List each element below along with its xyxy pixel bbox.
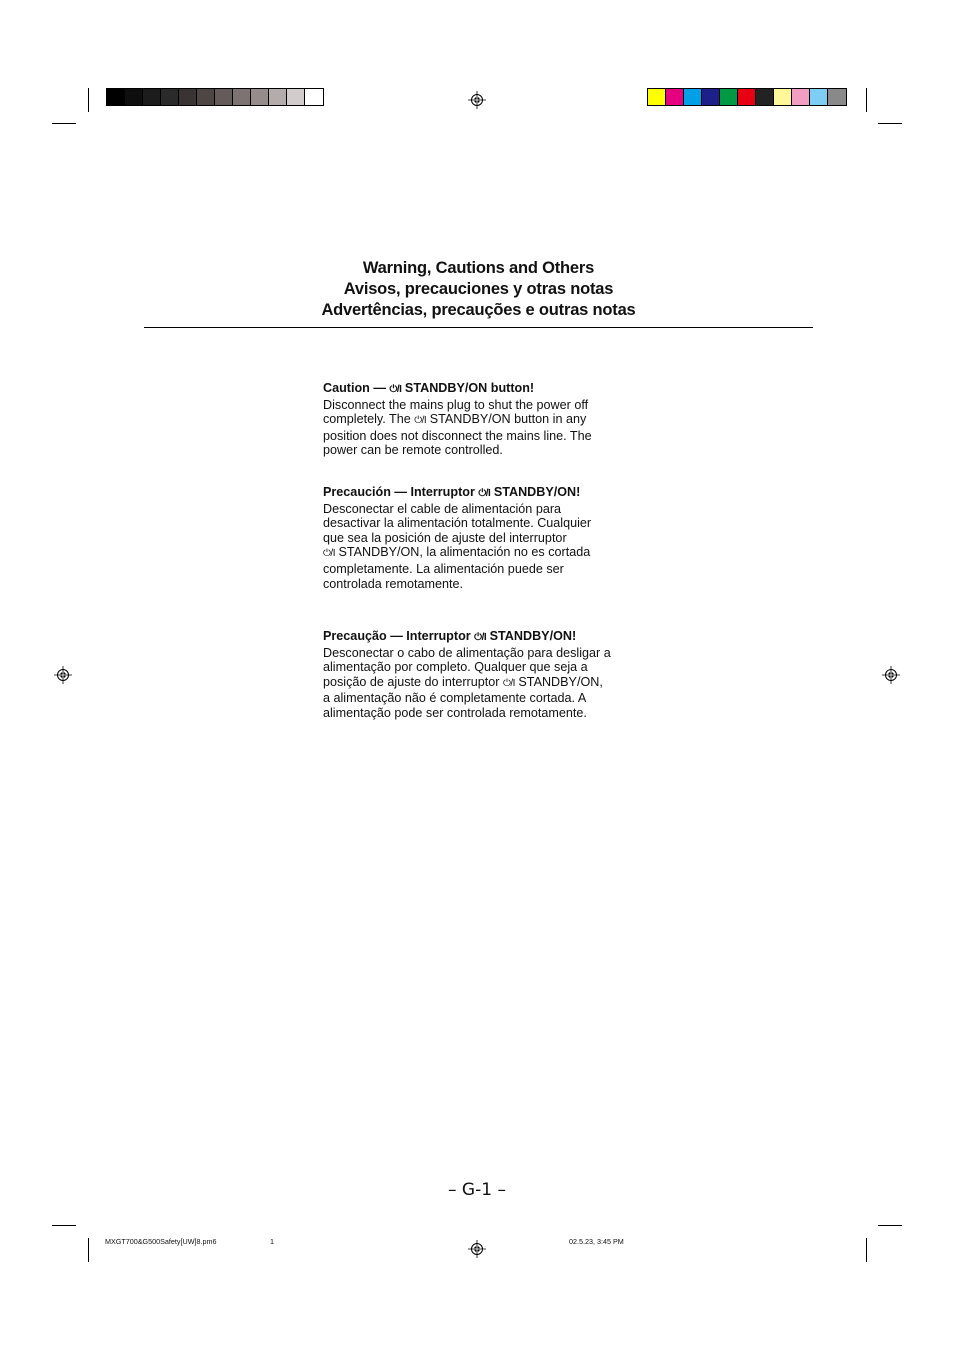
color-swatch [792,89,810,105]
caution-portuguese-line: posição de ajuste do interruptor ⏻/I STANDBY/ON, [323,674,603,689]
footer-page: 1 [270,1237,274,1246]
color-calibration-strip [647,88,847,106]
caution-spanish-heading: Precaución — Interruptor ⏻/I STANDBY/ON! [323,485,581,499]
color-swatch [179,89,197,105]
caution-spanish-line: controlada remotamente. [323,576,464,591]
title-divider [144,327,813,328]
crop-mark [88,88,89,112]
page-title-block [144,258,813,321]
color-swatch [107,89,125,105]
caution-portuguese-line: alimentação pode ser controlada remotamente. [323,705,587,720]
caution-spanish-line: Desconectar el cable de alimentación para [323,501,562,516]
caution-portuguese [323,629,633,721]
standby-on-icon: ⏻/I [389,384,402,395]
caution-english-line: completely. The ⏻/I STANDBY/ON button in any [323,412,587,427]
color-swatch [774,89,792,105]
footer-filename: MXGT700&G500Safety[UW]8.pm6 [105,1237,217,1246]
registration-mark-icon [468,1240,486,1258]
registration-mark-icon [468,91,486,109]
color-swatch [269,89,287,105]
crop-mark [866,88,867,112]
grayscale-calibration-strip [106,88,324,106]
caution-portuguese-heading: Precaução — Interruptor ⏻/I STANDBY/ON! [323,629,577,643]
caution-english [323,381,633,458]
color-swatch [143,89,161,105]
caution-portuguese-line: alimentação por completo. Qualquer que seja a [323,660,588,675]
color-swatch [161,89,179,105]
page-number: – G-1 – [448,1180,506,1200]
color-swatch [125,89,143,105]
caution-spanish-line: desactivar la alimentación totalmente. Cualquier [323,516,592,531]
title-english: Warning, Cautions and Others [362,259,595,277]
color-swatch [305,89,323,105]
color-swatch [828,89,846,105]
registration-mark-icon [54,666,72,684]
caution-spanish [323,485,633,591]
caution-spanish-line: completamente. La alimentación puede ser [323,561,564,576]
standby-on-icon: ⏻/I [414,415,427,427]
standby-on-icon: ⏻/I [474,632,487,643]
color-swatch [756,89,774,105]
crop-mark [878,1225,902,1226]
crop-mark [52,1225,76,1226]
color-swatch [810,89,828,105]
registration-mark-icon [882,666,900,684]
caution-english-line: Disconnect the mains plug to shut the power off [323,397,589,412]
standby-on-icon: ⏻/I [323,548,335,560]
color-swatch [666,89,684,105]
color-swatch [738,89,756,105]
title-portuguese: Advertências, precauções e outras notas [321,301,636,319]
title-spanish: Avisos, precauciones y otras notas [343,280,614,298]
color-swatch [197,89,215,105]
standby-on-icon: ⏻/I [502,677,515,689]
caution-spanish-line: ⏻/I STANDBY/ON, la alimentación no es cortada [323,545,591,560]
color-swatch [684,89,702,105]
color-swatch [702,89,720,105]
crop-mark [52,123,76,124]
caution-spanish-line: que sea la posición de ajuste del interruptor [323,530,567,545]
crop-mark [88,1238,89,1262]
crop-mark [866,1238,867,1262]
caution-english-line: position does not disconnect the mains line. The [323,428,592,443]
caution-english-line: power can be remote controlled. [323,443,503,458]
caution-portuguese-line: a alimentação não é completamente cortada. A [323,691,587,706]
standby-on-icon: ⏻/I [478,488,491,499]
caution-english-heading: Caution — ⏻/I STANDBY/ON button! [323,381,535,395]
color-swatch [648,89,666,105]
color-swatch [215,89,233,105]
color-swatch [251,89,269,105]
color-swatch [233,89,251,105]
color-swatch [720,89,738,105]
footer-datetime: 02.5.23, 3:45 PM [569,1237,624,1246]
crop-mark [878,123,902,124]
caution-portuguese-line: Desconectar o cabo de alimentação para desligar a [323,645,611,660]
color-swatch [287,89,305,105]
